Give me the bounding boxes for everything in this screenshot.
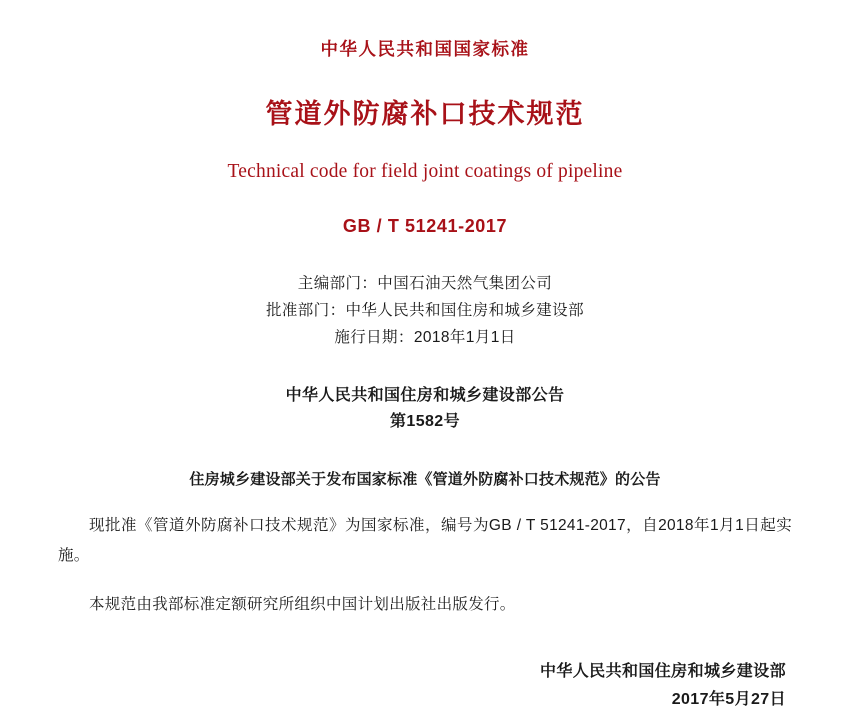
announcement-number-line: 第1582号 bbox=[390, 413, 460, 430]
signature-organization: 中华人民共和国住房和城乡建设部 bbox=[539, 663, 786, 680]
document-title-cn: 管道外防腐补口技术规范 bbox=[265, 99, 585, 129]
signature-block bbox=[58, 658, 792, 714]
approval-department: 批准部门：中华人民共和国住房和城乡建设部 bbox=[265, 302, 584, 319]
signature-date: 2017年5月27日 bbox=[671, 691, 786, 708]
document-title-en: Technical code for field joint coatings of pipeline bbox=[227, 161, 623, 182]
announcement-paragraph-1: 现批准《管道外防腐补口技术规范》为国家标准，编号为GB / T 51241-2017，自2018年1月1日起实施。 bbox=[58, 517, 792, 564]
announcement-paragraph-2: 本规范由我部标准定额研究所组织中国计划出版社出版发行。 bbox=[89, 596, 516, 613]
effective-date: 施行日期：2018年1月1日 bbox=[334, 329, 516, 346]
announcement-subject: 住房城乡建设部关于发布国家标准《管道外防腐补口技术规范》的公告 bbox=[189, 471, 661, 488]
document-metadata bbox=[58, 270, 792, 351]
announcement-heading bbox=[58, 383, 792, 435]
standard-code: GB / T 51241-2017 bbox=[342, 216, 508, 236]
standard-header: 中华人民共和国国家标准 bbox=[320, 39, 530, 59]
chief-editor-department: 主编部门：中国石油天然气集团公司 bbox=[297, 275, 553, 292]
announcement-issuer-line: 中华人民共和国住房和城乡建设部公告 bbox=[285, 387, 565, 404]
